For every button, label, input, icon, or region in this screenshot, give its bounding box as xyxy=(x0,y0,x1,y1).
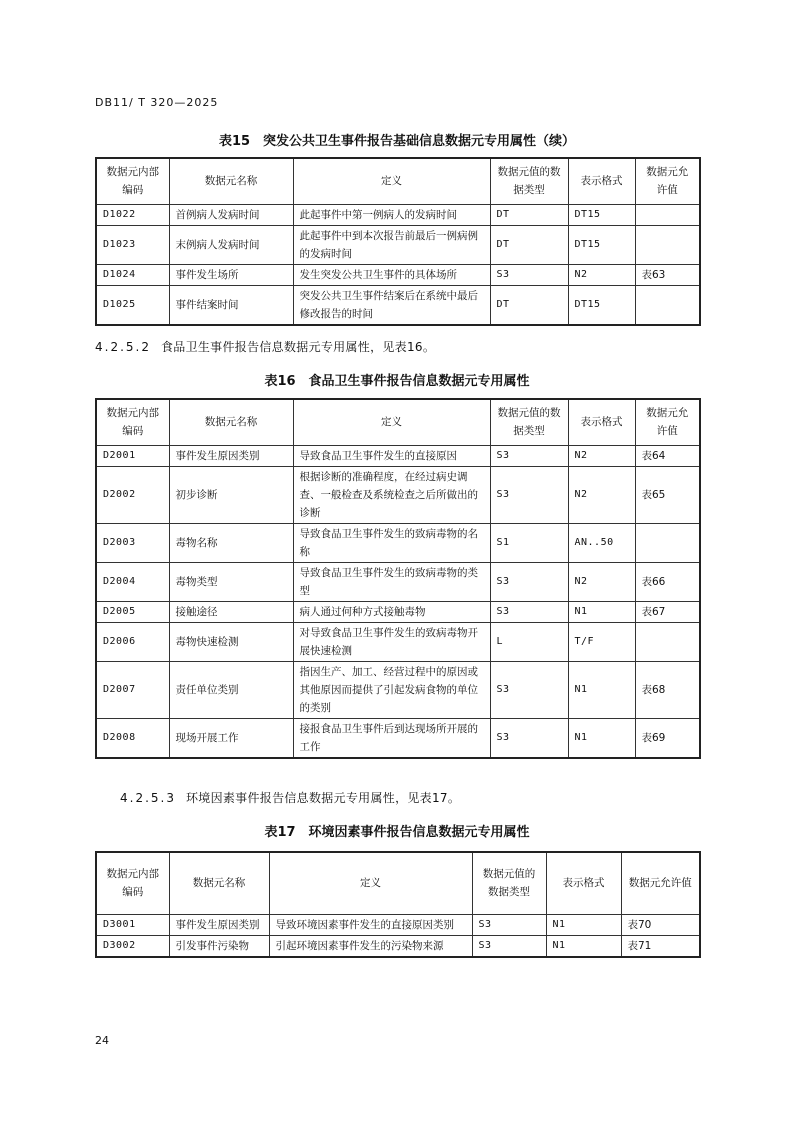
cell-name: 责任单位类别 xyxy=(169,661,293,718)
cell-name: 事件发生原因类别 xyxy=(169,914,269,935)
cell-code: D2003 xyxy=(96,523,169,562)
cell-format: DT15 xyxy=(568,204,635,225)
table16 xyxy=(95,398,701,759)
cell-code: D2008 xyxy=(96,718,169,758)
cell-definition: 指因生产、加工、经营过程中的原因或其他原因而提供了引起发病食物的单位的类别 xyxy=(293,661,490,718)
cell-definition: 此起事件中第一例病人的发病时间 xyxy=(293,204,490,225)
cell-allowed: 表64 xyxy=(635,445,700,466)
col-header-name: 数据元名称 xyxy=(169,158,293,204)
col-header-format: 表示格式 xyxy=(546,852,621,914)
col-header-definition: 定义 xyxy=(293,399,490,445)
cell-code: D1023 xyxy=(96,225,169,264)
cell-code: D2001 xyxy=(96,445,169,466)
cell-name: 末例病人发病时间 xyxy=(169,225,293,264)
cell-format: N2 xyxy=(568,264,635,285)
cell-datatype: DT xyxy=(490,285,568,325)
cell-datatype: S3 xyxy=(472,914,546,935)
table-row xyxy=(96,285,700,325)
cell-code: D1025 xyxy=(96,285,169,325)
cell-code: D2002 xyxy=(96,466,169,523)
col-header-allowed: 数据元允许值 xyxy=(635,158,700,204)
cell-allowed: 表63 xyxy=(635,264,700,285)
cell-name: 毒物类型 xyxy=(169,562,293,601)
cell-datatype: L xyxy=(490,622,568,661)
clause-4-2-5-3 xyxy=(120,789,460,806)
table17 xyxy=(95,851,701,958)
cell-definition: 导致食品卫生事件发生的致病毒物的名称 xyxy=(293,523,490,562)
table-row xyxy=(96,445,700,466)
table15 xyxy=(95,157,701,326)
cell-code: D1022 xyxy=(96,204,169,225)
cell-definition: 接报食品卫生事件后到达现场所开展的工作 xyxy=(293,718,490,758)
clause-number: 4.2.5.2 xyxy=(95,340,151,354)
cell-format: N2 xyxy=(568,562,635,601)
table-row xyxy=(96,264,700,285)
cell-datatype: S1 xyxy=(490,523,568,562)
col-header-allowed: 数据元允许值 xyxy=(621,852,700,914)
table16-header-row xyxy=(96,399,700,445)
col-header-name: 数据元名称 xyxy=(169,852,269,914)
clause-number: 4.2.5.3 xyxy=(120,791,176,805)
col-header-code: 数据元内部编码 xyxy=(96,399,169,445)
cell-format: N1 xyxy=(546,935,621,957)
cell-name: 引发事件污染物 xyxy=(169,935,269,957)
cell-format: T/F xyxy=(568,622,635,661)
col-header-datatype: 数据元值的数据类型 xyxy=(472,852,546,914)
cell-code: D3002 xyxy=(96,935,169,957)
table-row xyxy=(96,523,700,562)
col-header-name: 数据元名称 xyxy=(169,399,293,445)
cell-definition: 发生突发公共卫生事件的具体场所 xyxy=(293,264,490,285)
cell-definition: 此起事件中到本次报告前最后一例病例的发病时间 xyxy=(293,225,490,264)
cell-name: 毒物名称 xyxy=(169,523,293,562)
cell-datatype: S3 xyxy=(472,935,546,957)
cell-format: N1 xyxy=(568,601,635,622)
cell-definition: 导致食品卫生事件发生的直接原因 xyxy=(293,445,490,466)
page-number: 24 xyxy=(95,1034,109,1047)
cell-datatype: S3 xyxy=(490,718,568,758)
cell-allowed xyxy=(635,285,700,325)
cell-name: 事件发生原因类别 xyxy=(169,445,293,466)
table15-caption: 表15 突发公共卫生事件报告基础信息数据元专用属性（续） xyxy=(218,134,576,149)
table-row xyxy=(96,622,700,661)
cell-datatype: S3 xyxy=(490,466,568,523)
col-header-definition: 定义 xyxy=(293,158,490,204)
cell-definition: 对导致食品卫生事件发生的致病毒物开展快速检测 xyxy=(293,622,490,661)
table-row xyxy=(96,661,700,718)
cell-format: N1 xyxy=(546,914,621,935)
cell-definition: 引起环境因素事件发生的污染物来源 xyxy=(269,935,472,957)
cell-allowed: 表68 xyxy=(635,661,700,718)
cell-allowed: 表69 xyxy=(635,718,700,758)
cell-datatype: S3 xyxy=(490,445,568,466)
cell-allowed: 表66 xyxy=(635,562,700,601)
clause-text: 环境因素事件报告信息数据元专用属性，见表17。 xyxy=(185,791,461,805)
cell-name: 事件结案时间 xyxy=(169,285,293,325)
clause-text: 食品卫生事件报告信息数据元专用属性，见表16。 xyxy=(160,340,436,354)
cell-code: D2007 xyxy=(96,661,169,718)
table15-header-row xyxy=(96,158,700,204)
cell-name: 初步诊断 xyxy=(169,466,293,523)
cell-code: D1024 xyxy=(96,264,169,285)
cell-format: DT15 xyxy=(568,285,635,325)
cell-name: 首例病人发病时间 xyxy=(169,204,293,225)
col-header-definition: 定义 xyxy=(269,852,472,914)
cell-code: D3001 xyxy=(96,914,169,935)
table-row xyxy=(96,935,700,957)
cell-name: 毒物快速检测 xyxy=(169,622,293,661)
table-row xyxy=(96,601,700,622)
col-header-datatype: 数据元值的数据类型 xyxy=(490,158,568,204)
col-header-format: 表示格式 xyxy=(568,399,635,445)
cell-code: D2005 xyxy=(96,601,169,622)
cell-name: 事件发生场所 xyxy=(169,264,293,285)
table16-caption: 表16 食品卫生事件报告信息数据元专用属性 xyxy=(264,374,530,389)
cell-definition: 根据诊断的准确程度，在经过病史调查、一般检查及系统检查之后所做出的诊断 xyxy=(293,466,490,523)
cell-definition: 病人通过何种方式接触毒物 xyxy=(293,601,490,622)
cell-datatype: DT xyxy=(490,204,568,225)
col-header-code: 数据元内部编码 xyxy=(96,158,169,204)
col-header-datatype: 数据元值的数据类型 xyxy=(490,399,568,445)
table-row xyxy=(96,466,700,523)
cell-datatype: S3 xyxy=(490,264,568,285)
cell-allowed: 表67 xyxy=(635,601,700,622)
table-row xyxy=(96,718,700,758)
table-row xyxy=(96,204,700,225)
table17-caption: 表17 环境因素事件报告信息数据元专用属性 xyxy=(264,825,530,840)
cell-datatype: S3 xyxy=(490,661,568,718)
cell-format: N1 xyxy=(568,718,635,758)
cell-allowed: 表65 xyxy=(635,466,700,523)
table-row xyxy=(96,914,700,935)
cell-allowed: 表70 xyxy=(621,914,700,935)
cell-datatype: DT xyxy=(490,225,568,264)
cell-code: D2004 xyxy=(96,562,169,601)
cell-format: N2 xyxy=(568,466,635,523)
cell-definition: 导致环境因素事件发生的直接原因类别 xyxy=(269,914,472,935)
cell-format: AN..50 xyxy=(568,523,635,562)
cell-code: D2006 xyxy=(96,622,169,661)
cell-name: 接触途径 xyxy=(169,601,293,622)
cell-datatype: S3 xyxy=(490,601,568,622)
table17-header-row xyxy=(96,852,700,914)
cell-format: N2 xyxy=(568,445,635,466)
col-header-allowed: 数据元允许值 xyxy=(635,399,700,445)
cell-allowed xyxy=(635,622,700,661)
cell-datatype: S3 xyxy=(490,562,568,601)
cell-allowed xyxy=(635,225,700,264)
table-row xyxy=(96,562,700,601)
cell-allowed: 表71 xyxy=(621,935,700,957)
cell-format: N1 xyxy=(568,661,635,718)
clause-4-2-5-2 xyxy=(95,338,435,355)
col-header-code: 数据元内部编码 xyxy=(96,852,169,914)
standard-code: DB11/ T 320—2025 xyxy=(95,96,219,109)
cell-name: 现场开展工作 xyxy=(169,718,293,758)
cell-format: DT15 xyxy=(568,225,635,264)
table-row xyxy=(96,225,700,264)
col-header-format: 表示格式 xyxy=(568,158,635,204)
cell-allowed xyxy=(635,523,700,562)
cell-definition: 导致食品卫生事件发生的致病毒物的类型 xyxy=(293,562,490,601)
cell-definition: 突发公共卫生事件结案后在系统中最后修改报告的时间 xyxy=(293,285,490,325)
cell-allowed xyxy=(635,204,700,225)
